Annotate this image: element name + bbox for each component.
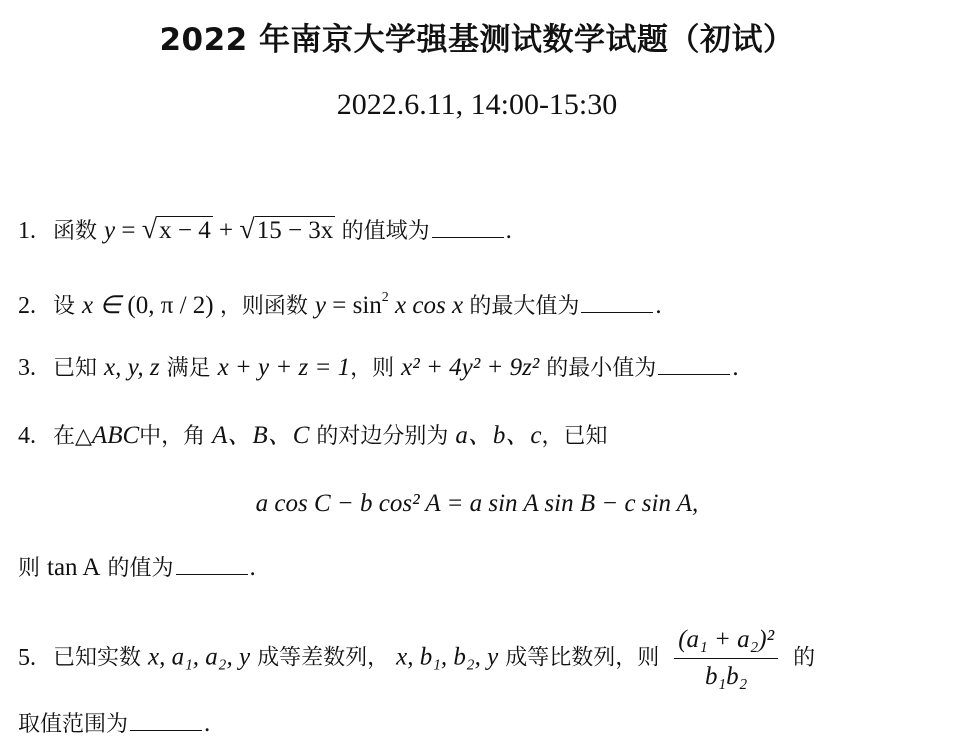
question-4: [18, 420, 608, 453]
math-expression: tan A: [47, 554, 101, 581]
question-text: ，则: [350, 356, 395, 381]
answer-blank: [581, 292, 653, 313]
math-expression: x, y, z: [104, 354, 160, 381]
answer-blank: [432, 217, 504, 238]
math-expression: x² + 4y² + 9z²: [401, 354, 540, 381]
math-expression: x + y + z = 1: [217, 354, 351, 381]
question-4-ask: 则 tan A 的值为 .: [18, 554, 256, 581]
question-text: 取值范围为: [18, 712, 129, 737]
question-text: 的: [793, 645, 816, 671]
answer-blank: [130, 710, 202, 731]
question-text: 的值为: [107, 556, 174, 581]
question-text: 的最小值为: [546, 356, 657, 381]
question-3: 3. 已知 x, y, z 满足 x + y + z = 1，则 x² + 4y² + 9z² 的最小值为 .: [18, 354, 739, 381]
question-number: 1.: [18, 218, 36, 244]
question-2: 2. 设 x ∈ (0, π / 2) ，则函数 $y = \sin^2 x$ cos x 的最大值为 .: [18, 290, 662, 319]
question-text: 则: [18, 556, 41, 581]
question-text: 设: [53, 294, 76, 319]
question-text: 成等差数列，: [257, 645, 390, 671]
question-text: 成等比数列，则: [505, 645, 660, 671]
question-text: ，已知: [541, 424, 608, 449]
question-text: 的对边分别为: [316, 424, 449, 449]
question-1: 1. 函数 y = √x − 4 + √15 − 3x 的值域为 .: [18, 214, 512, 245]
question-number: 3.: [18, 355, 36, 381]
answer-blank: [658, 354, 730, 375]
math-expression: ABC: [91, 422, 140, 449]
math-expression: a、b、c: [455, 422, 542, 449]
question-number: 4.: [18, 423, 36, 449]
question-text: 函数: [53, 219, 98, 244]
fraction-expression: $\frac{\text{(a₁ + a₂)²}}{\text{b₁b₂}}$: [674, 624, 778, 693]
page-title: 2022 年南京大学强基测试数学试题（初试）: [159, 22, 795, 58]
question-text: 已知: [53, 356, 98, 381]
math-expression: x ∈ (0, π / 2): [82, 292, 214, 319]
question-5-ask: 取值范围为 .: [18, 710, 211, 737]
math-expression: y = √x − 4 + √15 − 3x: [104, 214, 334, 245]
exam-date: 2022.6.11, 14:00-15:30: [336, 88, 618, 121]
question-text: 在△: [53, 424, 92, 449]
display-equation: a cos C − b cos² A = a sin A sin B − c sin A,: [255, 490, 699, 517]
question-text: 的值域为: [341, 219, 430, 244]
question-5: [18, 624, 815, 693]
question-text: 中，角: [139, 424, 206, 449]
math-expression: A、B、C: [212, 422, 310, 449]
math-expression: x, b₁, b₂, y: [396, 643, 499, 671]
answer-blank: [176, 554, 248, 575]
question-text: 已知实数: [53, 645, 142, 671]
math-expression: $y = \sin^2 x$ cos x: [314, 290, 464, 319]
question-text: 的最大值为: [469, 294, 580, 319]
question-text: 满足: [166, 356, 211, 381]
question-number: 5.: [18, 644, 36, 671]
question-text: ，则函数: [219, 294, 308, 319]
math-expression: x, a₁, a₂, y: [148, 643, 251, 671]
question-number: 2.: [18, 293, 36, 319]
